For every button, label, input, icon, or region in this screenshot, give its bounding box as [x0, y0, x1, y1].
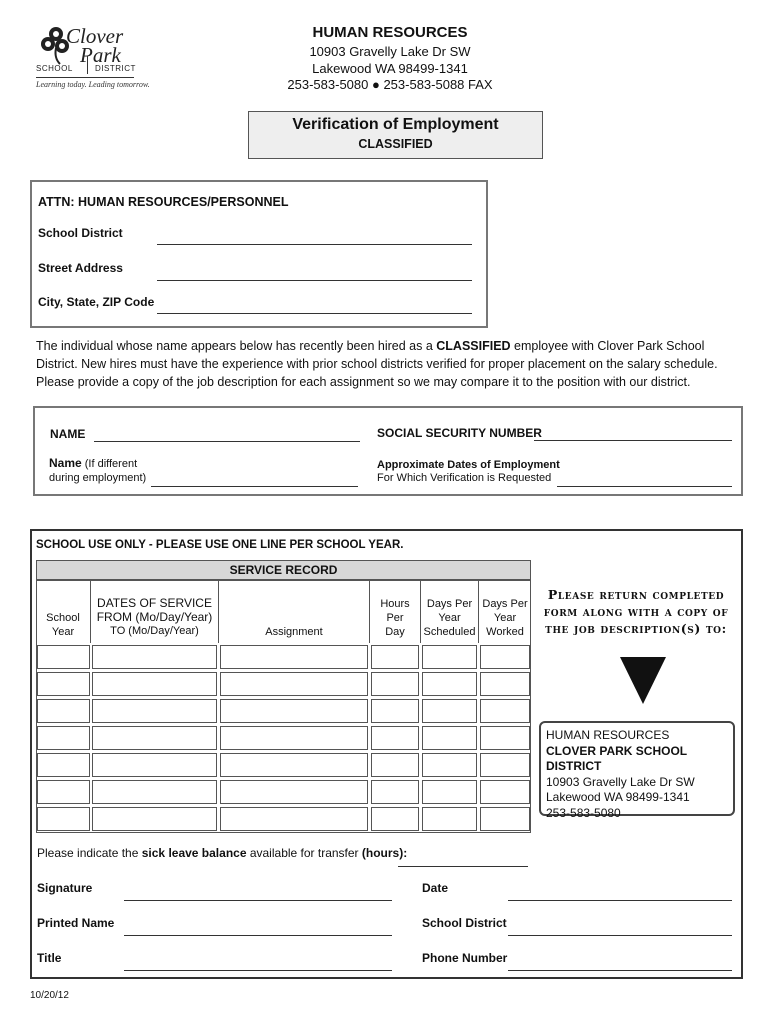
service-record-cell[interactable] — [371, 780, 419, 804]
school-district-sign-label: School District — [422, 916, 507, 930]
signature-field[interactable] — [124, 900, 392, 901]
service-record-cell[interactable] — [92, 672, 217, 696]
logo-underline — [36, 77, 134, 78]
title-label: Title — [37, 951, 62, 965]
service-record-cell[interactable] — [371, 726, 419, 750]
service-record-cell[interactable] — [371, 672, 419, 696]
service-record-cell[interactable] — [220, 753, 368, 777]
service-record-cell[interactable] — [422, 699, 477, 723]
attn-heading: ATTN: HUMAN RESOURCES/PERSONNEL — [38, 195, 289, 209]
name-if-different-label-line2: during employment) — [49, 472, 147, 484]
col-header-school-year: School Year — [46, 612, 80, 638]
logo-divider — [87, 56, 88, 74]
form-title: Verification of Employment — [292, 116, 499, 133]
hr-address-line2: Lakewood WA 98499-1341 — [312, 61, 468, 76]
printed-name-field[interactable] — [124, 935, 392, 936]
school-district-field[interactable] — [157, 244, 472, 245]
signature-label: Signature — [37, 881, 93, 895]
service-record-cell[interactable] — [422, 645, 477, 669]
service-record-cell[interactable] — [371, 807, 419, 831]
service-record-cell[interactable] — [220, 780, 368, 804]
service-record-cell[interactable] — [371, 699, 419, 723]
service-record-cell[interactable] — [92, 807, 217, 831]
service-record-cell[interactable] — [37, 753, 90, 777]
service-record-cell[interactable] — [422, 726, 477, 750]
col-header-dates: DATES OF SERVICE FROM (Mo/Day/Year) TO (Mo/Day/Year) — [96, 596, 213, 637]
service-record-cell[interactable] — [92, 699, 217, 723]
service-record-cell[interactable] — [480, 726, 530, 750]
service-record-cell[interactable] — [92, 645, 217, 669]
service-record-cell[interactable] — [37, 645, 90, 669]
intro-paragraph: The individual whose name appears below has recently been hired as a CLASSIFIED employee with Clover Park School District. New hires must have the experience with prior school districts verified for proper placement on the salary schedule. Please provide a copy of the job description for each assignment so we may compare it to the position with our district. — [36, 339, 718, 389]
street-address-label: Street Address — [38, 261, 123, 275]
col-header-assignment: Assignment — [265, 626, 323, 638]
return-instructions: Please return completed form along with a copy of the job description(s) to: — [543, 587, 729, 636]
logo-school-word: SCHOOL — [36, 64, 73, 73]
return-address-box: HUMAN RESOURCES CLOVER PARK SCHOOL DISTRICT 10903 Gravelly Lake Dr SW Lakewood WA 98499-1341 253-583-5080 — [539, 721, 735, 816]
approx-dates-field[interactable] — [557, 486, 732, 487]
service-record-cell[interactable] — [422, 807, 477, 831]
service-record-cell[interactable] — [37, 780, 90, 804]
name-if-different-field[interactable] — [151, 486, 358, 487]
printed-name-label: Printed Name — [37, 916, 115, 930]
title-field[interactable] — [124, 970, 392, 971]
street-address-field[interactable] — [157, 280, 472, 281]
school-district-label: School District — [38, 226, 123, 240]
hr-address-line1: 10903 Gravelly Lake Dr SW — [309, 44, 471, 59]
logo-tagline: Learning today. Leading tomorrow. — [36, 80, 150, 89]
service-record-cell[interactable] — [371, 753, 419, 777]
hr-phone-fax: 253-583-5080 ● 253-583-5088 FAX — [287, 77, 493, 92]
service-record-cell[interactable] — [422, 753, 477, 777]
service-record-cell[interactable] — [92, 753, 217, 777]
service-record-cell[interactable] — [480, 672, 530, 696]
school-district-sign-field[interactable] — [508, 935, 732, 936]
down-arrow-icon — [620, 657, 666, 704]
ssn-field[interactable] — [534, 440, 732, 441]
school-use-heading: SCHOOL USE ONLY - PLEASE USE ONE LINE PER SCHOOL YEAR. — [36, 539, 404, 551]
approx-dates-label: Approximate Dates of Employment — [377, 459, 560, 471]
ssn-label: SOCIAL SECURITY NUMBER — [377, 426, 542, 440]
service-record-cell[interactable] — [37, 726, 90, 750]
service-record-cell[interactable] — [480, 753, 530, 777]
service-record-cell[interactable] — [422, 672, 477, 696]
col-header-days-scheduled: Days Per Year Scheduled — [423, 598, 476, 638]
service-record-cell[interactable] — [92, 780, 217, 804]
city-state-zip-label: City, State, ZIP Code — [38, 295, 155, 309]
col-header-hours: Hours Per Day — [380, 598, 410, 638]
service-record-header: SERVICE RECORD — [36, 560, 531, 580]
service-record-cell[interactable] — [37, 699, 90, 723]
service-record-cell[interactable] — [480, 699, 530, 723]
service-record-cell[interactable] — [220, 807, 368, 831]
service-record-cell[interactable] — [92, 726, 217, 750]
service-record-cell[interactable] — [480, 780, 530, 804]
hr-title: HUMAN RESOURCES — [312, 24, 468, 41]
sick-leave-field[interactable] — [398, 866, 528, 867]
service-record-cell[interactable] — [220, 699, 368, 723]
approx-dates-label-line2: For Which Verification is Requested — [377, 472, 552, 484]
service-record-cell[interactable] — [37, 672, 90, 696]
form-subtitle: CLASSIFIED — [358, 137, 433, 151]
phone-number-field[interactable] — [508, 970, 732, 971]
col-header-days-worked: Days Per Year Worked — [482, 598, 528, 638]
name-label: NAME — [50, 427, 86, 441]
date-field[interactable] — [508, 900, 732, 901]
phone-number-label: Phone Number — [422, 951, 508, 965]
form-title-box — [248, 111, 543, 159]
name-field[interactable] — [94, 441, 360, 442]
service-record-cell[interactable] — [480, 807, 530, 831]
service-record-cell[interactable] — [220, 645, 368, 669]
logo-name-line2: Park — [80, 43, 121, 67]
service-record-cell[interactable] — [422, 780, 477, 804]
revision-date: 10/20/12 — [30, 990, 69, 1001]
service-record-cell[interactable] — [480, 645, 530, 669]
logo-name-line1: Clover — [66, 24, 124, 48]
city-state-zip-field[interactable] — [157, 313, 472, 314]
service-record-cell[interactable] — [371, 645, 419, 669]
sick-leave-label: Please indicate the sick leave balance available for transfer (hours): — [37, 846, 408, 860]
date-label: Date — [422, 881, 449, 895]
service-record-cell[interactable] — [37, 807, 90, 831]
name-if-different-label: Name (If different — [49, 456, 138, 470]
service-record-cell[interactable] — [220, 726, 368, 750]
service-record-cell[interactable] — [220, 672, 368, 696]
logo-district-word: DISTRICT — [95, 64, 136, 73]
